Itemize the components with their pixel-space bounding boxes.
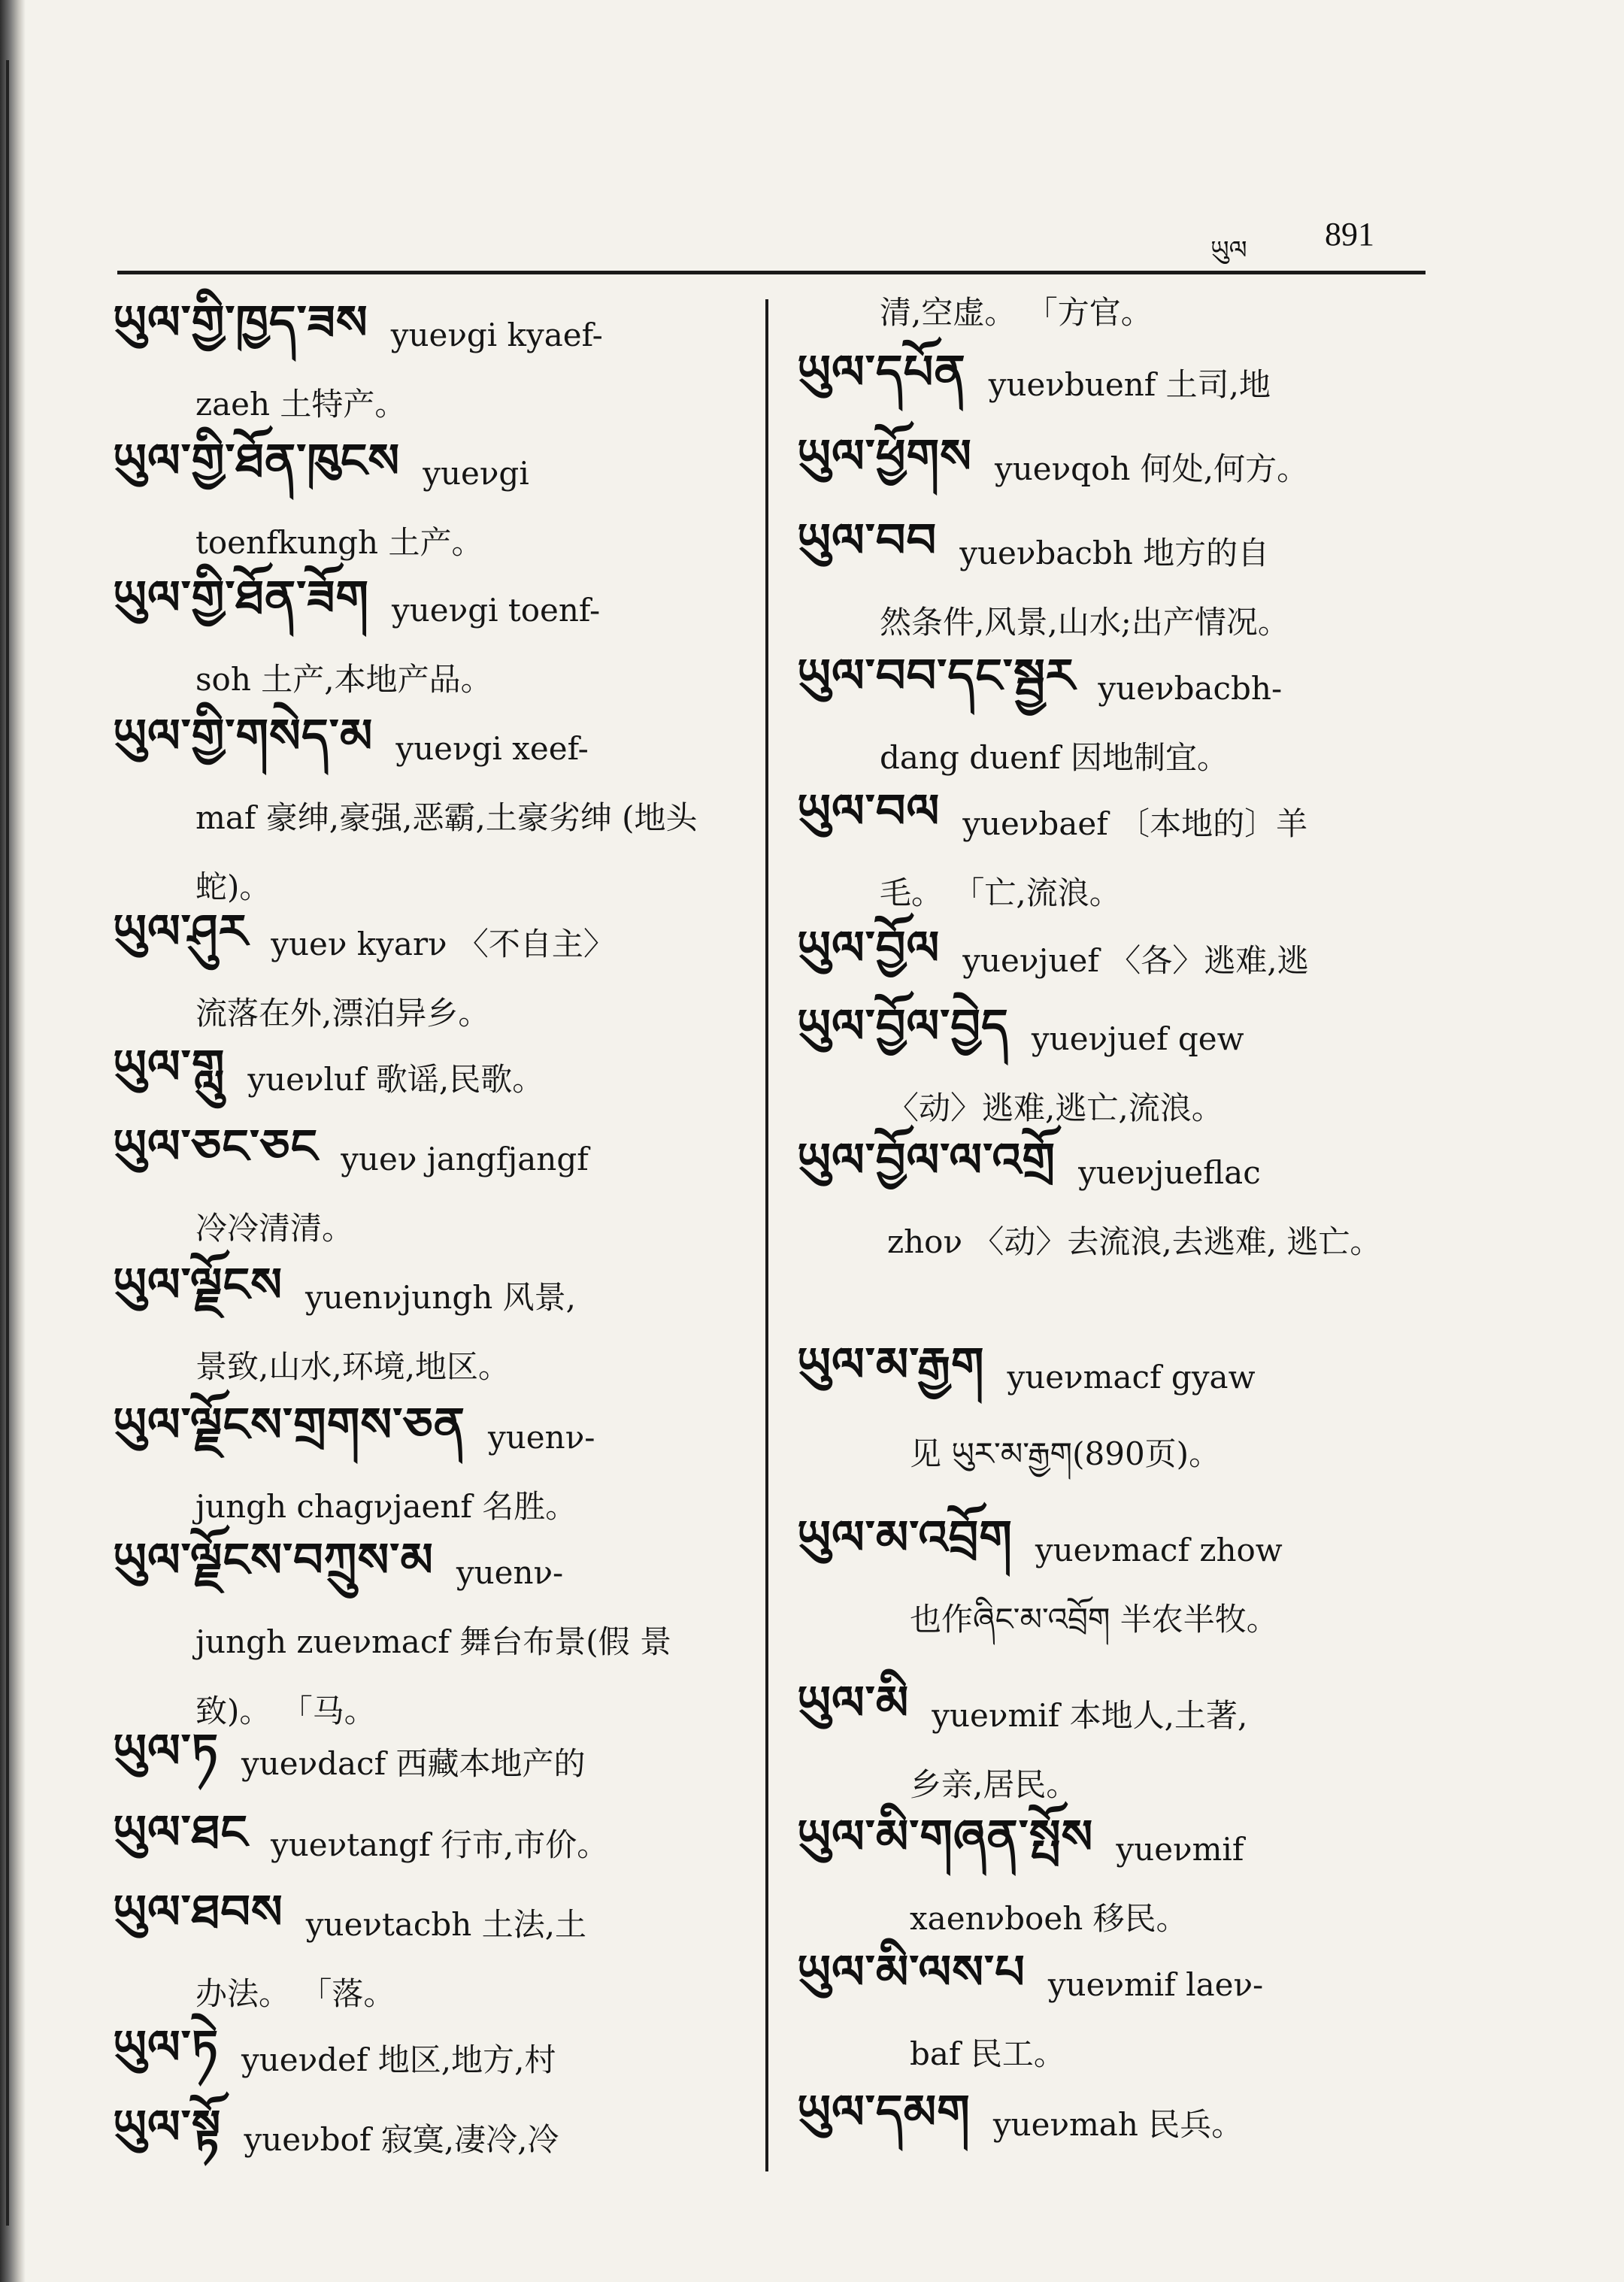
entry-definition: yueνbof 寂寞,凄冷,冷 — [244, 2121, 559, 2158]
headword-tibetan: ཡུལ་གྱི་ཐོན་ཁུངས — [113, 432, 401, 488]
entry-continuation: 见 ཡུར་མ་རྒྱག(890页)。 — [910, 1435, 1221, 1472]
headword-tibetan: ཡུལ་གྱི་ཐོན་ཟོག — [113, 569, 370, 625]
entry-continuation: zaeh 土特产。 — [195, 386, 407, 423]
entry-definition: yueνmif laeν- — [1047, 1966, 1264, 2003]
entry-definition: yuenνjungh 风景, — [305, 1279, 577, 1316]
column-divider — [765, 299, 768, 2171]
entry-continuation: baf 民工。 — [910, 2035, 1065, 2072]
entry-continuation: 办法。 「落。 — [195, 1975, 395, 2012]
headword-tibetan: ཡུལ་ཏ — [113, 1723, 219, 1778]
headword-tibetan: ཡུལ་ཕྱོགས — [797, 428, 972, 483]
entry-definition: yueνdacf 西藏本地产的 — [241, 1745, 586, 1782]
entry-definition: yuenν- — [456, 1554, 564, 1591]
headword-tibetan: ཡུལ་བྱོལ — [797, 920, 941, 975]
headword-tibetan: ཡུལ་ཏེ — [113, 2019, 219, 2074]
headword-tibetan: ཡུལ་དམག — [797, 2083, 971, 2139]
headword-tibetan: ཡུལ་སྟོ — [113, 2099, 222, 2154]
entry-definition: yueνjuef 〈各〉逃难,逃 — [962, 942, 1309, 979]
headword-tibetan: ཡུལ་བལ — [797, 783, 941, 838]
entry-definition: yueνmah 民兵。 — [992, 2106, 1244, 2143]
entry-continuation: toenfkungh 土产。 — [195, 524, 483, 561]
dictionary-entry — [797, 1336, 1444, 1489]
headword-tibetan: ཡུལ་གླུ — [113, 1038, 226, 1094]
headword-tibetan: ཡུལ་བབ — [797, 512, 938, 568]
headword-tibetan: ཡུལ་མ་རྒྱག — [797, 1336, 985, 1392]
entry-continuation: soh 土产,本地产品。 — [195, 661, 492, 698]
entry-continuation: jungh chagνjaenf 名胜。 — [195, 1488, 577, 1525]
entry-continuation: jungh zueνmacf 舞台布景(假 景致)。 「马。 — [195, 1623, 671, 1729]
entry-definition: yueνbacbh- — [1098, 670, 1283, 707]
entry-continuation: 流落在外,漂泊异乡。 — [195, 995, 490, 1032]
entry-continuation: 也作ཞིང་མ་འབྲོག 半农半牧。 — [910, 1601, 1278, 1638]
entry-definition: yueνgi toenf- — [392, 592, 601, 629]
headword-tibetan: ཡུལ་ལྗོངས་གྲགས་ཅན — [113, 1396, 466, 1452]
entry-definition: yueν kyarν 〈不自主〉 — [271, 926, 615, 962]
headword-tibetan: ཡུལ་དཔོན — [797, 344, 966, 399]
entry-continuation: xaenνboeh 移民。 — [910, 1900, 1188, 1937]
entry-continuation: zhoν 〈动〉去流浪,去逃难, 逃亡。 — [887, 1223, 1382, 1260]
entry-definition: yueνbaef 〔本地的〕羊 — [962, 805, 1308, 842]
entry-continuation: maf 豪绅,豪强,恶霸,土豪劣绅 (地头蛇)。 — [195, 799, 698, 905]
entry-definition: yueνjueflac — [1078, 1154, 1261, 1191]
entry-definition: yueνmif — [1116, 1831, 1244, 1868]
entry-definition: yueνdef 地区,地方,村 — [241, 2041, 556, 2078]
entry-continuation: dang duenf 因地制宜。 — [880, 739, 1229, 776]
book-binding-edge — [0, 0, 26, 2282]
entry-definition: yueνtacbh 土法,土 — [305, 1906, 587, 1943]
headword-tibetan: ཡུལ་གྱི་གསེད་མ — [113, 708, 374, 763]
entry-definition: yueνqoh 何处,何方。 — [994, 450, 1309, 487]
entry-definition: yueνmacf zhow — [1035, 1532, 1283, 1568]
headword-tibetan: ཡུལ་མི — [797, 1674, 910, 1730]
entry-definition: yueνgi kyaef- — [390, 317, 603, 353]
headword-tibetan: ཡུལ་བྱོལ་ལ་འགྲོ — [797, 1132, 1056, 1187]
entry-definition: yueνbuenf 土司,地 — [988, 366, 1271, 403]
page-number: 891 — [1325, 216, 1374, 253]
headword-tibetan: ཡུལ་ཐང — [113, 1804, 248, 1859]
running-header-tibetan: ཡུལ — [1210, 235, 1247, 265]
dictionary-entry — [113, 2099, 765, 2174]
entry-continuation: 毛。 「亡,流浪。 — [880, 874, 1121, 911]
entry-definition: yuenν- — [488, 1419, 595, 1456]
dictionary-entry — [797, 1132, 1444, 1277]
entry-continuation: 景致,山水,环境,地区。 — [195, 1348, 511, 1385]
headword-tibetan: ཡུལ་གྱི་ཁྱད་ཟས — [113, 294, 368, 350]
headword-tibetan: ཡུལ་མི་ལས་པ — [797, 1944, 1026, 1999]
entry-definition: yueνmif 本地人,土著, — [932, 1697, 1248, 1734]
headword-tibetan: ཡུལ་བྱོལ་བྱེད — [797, 998, 1009, 1053]
entry-definition: yueνbacbh 地方的自 — [959, 535, 1270, 571]
entry-continuation: 〈动〉逃难,逃亡,流浪。 — [887, 1089, 1223, 1126]
entry-definition: yueνtangf 行市,市价。 — [270, 1826, 609, 1863]
entry-continuation: 然条件,风景,山水;出产情况。 — [880, 604, 1289, 641]
entry-definition: yueνluf 歌谣,民歌。 — [247, 1061, 544, 1098]
headword-tibetan: ཡུལ་ལྗོངས་བཀྲུས་མ — [113, 1532, 434, 1587]
continued-text: 清,空虚。 「方官。 — [880, 294, 1153, 331]
entry-definition: yueν jangfjangf — [341, 1141, 589, 1177]
headword-tibetan: ཡུལ་མ་འབྲོག — [797, 1509, 1013, 1565]
headword-tibetan: ཡུལ་བབ་དང་སྦྱར — [797, 647, 1076, 703]
entry-continuation: 乡亲,居民。 — [910, 1766, 1078, 1803]
entry-definition: yueνgi — [423, 455, 529, 492]
headword-tibetan: ཡུལ་ཅང་ཅང — [113, 1118, 319, 1174]
headword-tibetan: ཡུལ་ལྗོངས — [113, 1256, 283, 1312]
headword-tibetan: ཡུལ་མི་གཞན་སྤོས — [797, 1808, 1094, 1864]
entry-continuation: 冷冷清清。 — [195, 1210, 354, 1247]
dictionary-entry — [797, 2083, 1444, 2159]
entry-definition: yueνmacf gyaw — [1007, 1359, 1256, 1396]
entry-definition: yueνgi xeef- — [395, 730, 589, 767]
binding-shadow-line — [6, 60, 9, 2226]
headword-tibetan: ཡུལ་ཤུར — [113, 903, 249, 959]
dictionary-entry — [797, 1509, 1444, 1654]
entry-definition: yueνjuef qew — [1031, 1020, 1244, 1057]
headword-tibetan: ཡུལ་ཐབས — [113, 1883, 283, 1939]
